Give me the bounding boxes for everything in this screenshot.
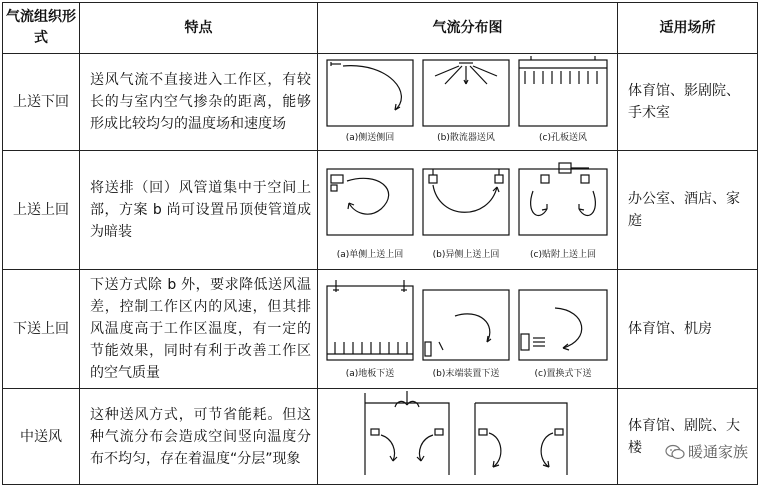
diagram-caption: (a)地板下送 (345, 369, 394, 379)
diagram-caption: (c)置换式下送 (534, 369, 591, 379)
airflow-diagram-top-supply-bottom-return (319, 54, 617, 146)
diagram-caption: (c)孔板送风 (538, 133, 587, 143)
places-line: 庭 (628, 213, 642, 229)
header-places: 适用场所 (618, 3, 758, 54)
diagram-caption: (b)末端装置下送 (432, 369, 499, 379)
table-row (3, 54, 758, 151)
diagram-caption: (c)贴附上送上回 (529, 250, 596, 260)
places-line: 体育馆、影剧院、 (628, 83, 740, 99)
watermark-text: 暖通家族 (687, 443, 748, 461)
places-line: 体育馆、机房 (628, 321, 712, 337)
row-type: 上送上回 (3, 151, 80, 270)
chat-bubble-icon (665, 444, 685, 460)
header-diagram: 气流分布图 (318, 3, 618, 54)
row-type: 中送风 (3, 389, 80, 485)
header-feature: 特点 (80, 3, 318, 54)
row-feature: 送风气流不直接进入工作区，有较长的与室内空气掺杂的距离，能够形成比较均匀的温度场和速度场 (80, 54, 318, 151)
row-feature: 下送方式除 b 外，要求降低送风温差，控制工作区内的风速，但其排风温度高于工作区温度，有一定的节能效果，同时有利于改善工作区的空气质量 (80, 270, 318, 389)
diagram-caption: (a)单侧上送上回 (336, 250, 403, 260)
row-type: 上送下回 (3, 54, 80, 151)
header-row (3, 3, 758, 54)
airflow-diagram-middle-supply (319, 389, 617, 480)
airflow-table (2, 2, 758, 485)
diagram-caption: (b)异侧上送上回 (432, 250, 499, 260)
diagram-caption: (b)散流器送风 (436, 133, 495, 143)
diagram-caption: (a)侧送侧回 (345, 133, 394, 143)
table-row (3, 151, 758, 270)
places-line: 办公室、酒店、家 (628, 191, 740, 207)
row-feature: 这种送风方式，可节省能耗。但这种气流分布会造成空间竖向温度分布不均匀，存在着温度“分层”现象 (80, 389, 318, 485)
places-line: 楼 (628, 439, 642, 456)
places-line: 体育馆、剧院、大 (628, 417, 740, 434)
airflow-diagram-top-supply-top-return (319, 151, 617, 265)
header-type: 气流组织形式 (3, 3, 80, 54)
table-row (3, 270, 758, 389)
table-row (3, 389, 758, 485)
row-feature: 将送排（回）风管道集中于空间上部，方案 b 尚可设置吊顶使管道成为暗装 (80, 151, 318, 270)
places-line: 手术室 (628, 105, 670, 121)
airflow-diagram-bottom-supply-top-return (319, 270, 617, 384)
watermark (663, 441, 750, 462)
row-type: 下送上回 (3, 270, 80, 389)
